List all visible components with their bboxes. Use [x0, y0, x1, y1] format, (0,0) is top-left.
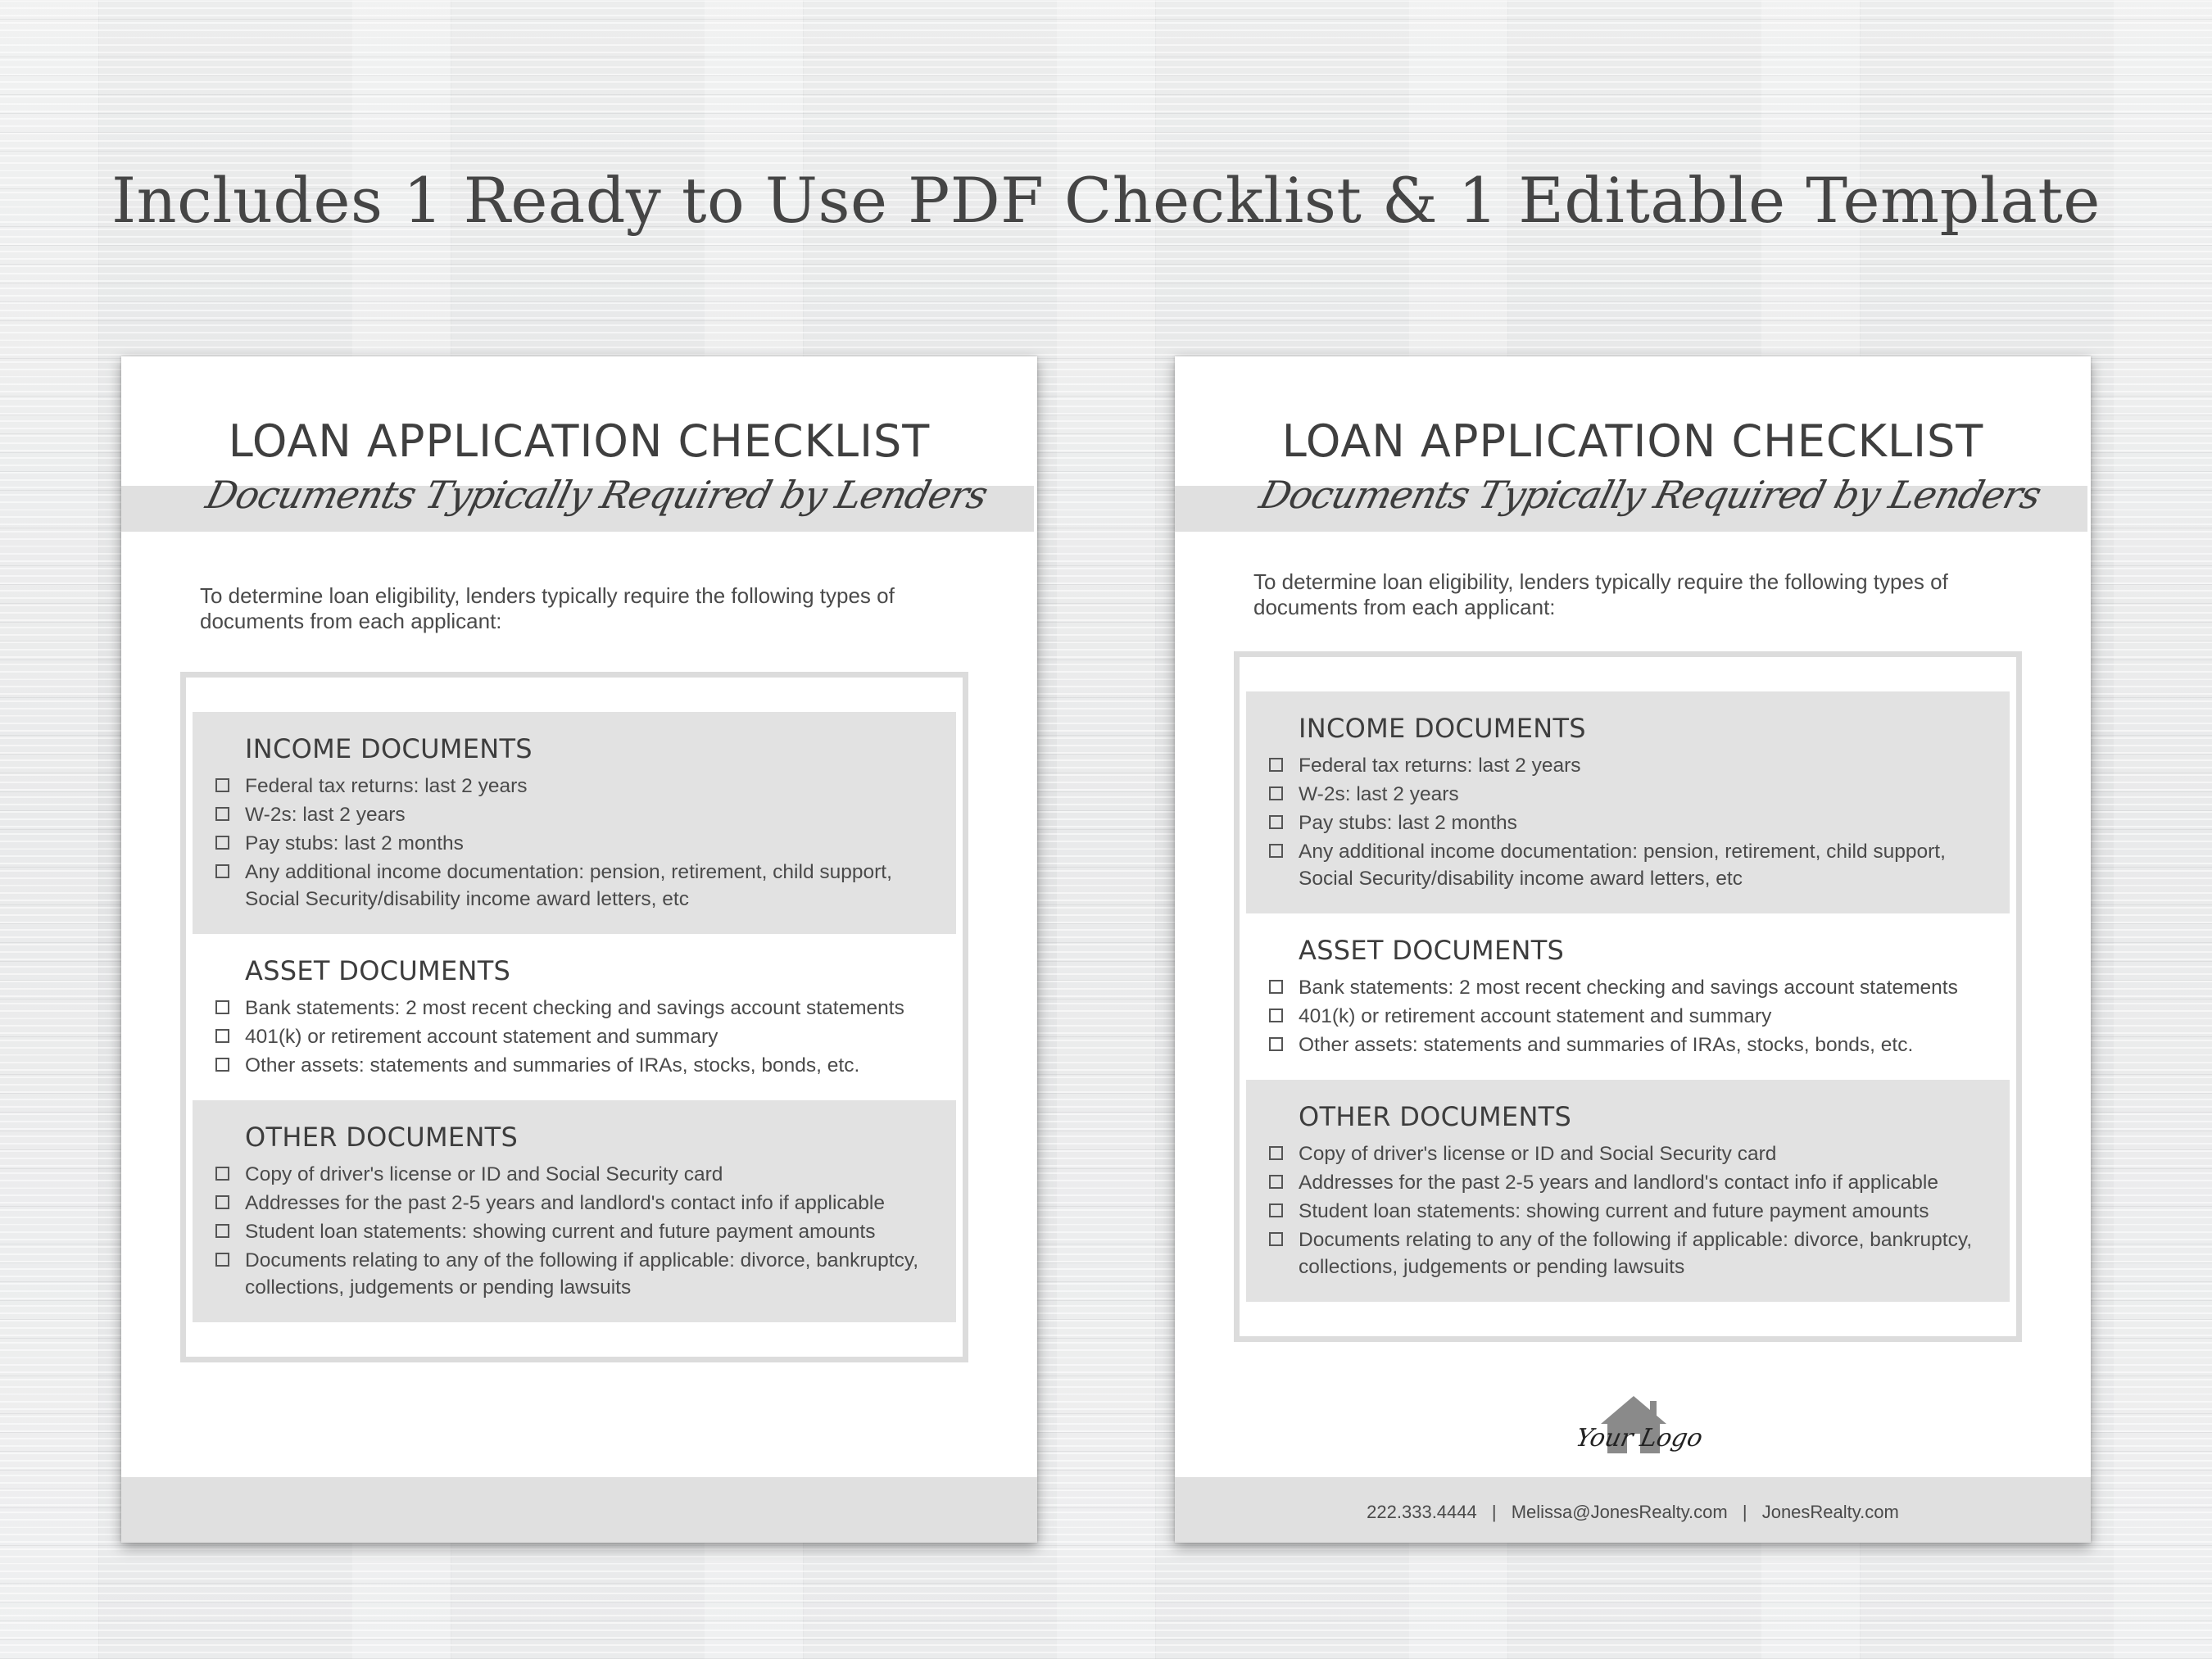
- section-title: INCOME DOCUMENTS: [245, 733, 533, 764]
- list-item: Pay stubs: last 2 months: [204, 830, 940, 857]
- doc-subtitle: Documents Typically Required by Lenders: [202, 473, 992, 517]
- checkbox[interactable]: [215, 1167, 229, 1181]
- checkbox[interactable]: [215, 1000, 229, 1014]
- phone: 222.333.4444: [1367, 1502, 1477, 1522]
- intro-text: To determine loan eligibility, lenders typically require the following types of documents from each applicant:: [1253, 569, 1948, 619]
- checkbox[interactable]: [215, 807, 229, 821]
- list-item: Any additional income documentation: pension, retirement, child support, Social Security/disability income award letters, etc: [1258, 838, 1993, 892]
- checkbox[interactable]: [1269, 1203, 1283, 1217]
- list-item: Pay stubs: last 2 months: [1258, 809, 1993, 836]
- section-title: ASSET DOCUMENTS: [1299, 935, 1565, 966]
- checkbox[interactable]: [1269, 786, 1283, 800]
- checkbox[interactable]: [1269, 1175, 1283, 1189]
- checkbox[interactable]: [1269, 815, 1283, 829]
- list-item: W-2s: last 2 years: [1258, 781, 1993, 808]
- checklist-box: [1234, 651, 2022, 1342]
- list-item: 401(k) or retirement account statement and summary: [1258, 1003, 1993, 1030]
- section-income: [193, 712, 956, 934]
- checkbox[interactable]: [215, 1195, 229, 1209]
- section-other: [1246, 1080, 2010, 1302]
- list-item: Other assets: statements and summaries of IRAs, stocks, bonds, etc.: [1258, 1031, 1993, 1058]
- checkbox[interactable]: [1269, 1037, 1283, 1051]
- section-title: ASSET DOCUMENTS: [245, 955, 511, 986]
- email: Melissa@JonesRealty.com: [1511, 1502, 1728, 1522]
- checkbox[interactable]: [1269, 844, 1283, 858]
- section-asset: [193, 934, 956, 1100]
- checkbox[interactable]: [1269, 1146, 1283, 1160]
- checkbox[interactable]: [215, 1058, 229, 1072]
- list-item: W-2s: last 2 years: [204, 801, 940, 828]
- section-asset: [1246, 913, 2010, 1080]
- list-item: Documents relating to any of the following if applicable: divorce, bankruptcy, collections, judgements or pending lawsuits: [1258, 1226, 1993, 1281]
- checkbox[interactable]: [215, 778, 229, 792]
- checkbox[interactable]: [215, 836, 229, 850]
- checkbox[interactable]: [1269, 980, 1283, 994]
- section-title: INCOME DOCUMENTS: [1299, 713, 1586, 744]
- list-item: Federal tax returns: last 2 years: [1258, 752, 1993, 779]
- doc-subtitle: Documents Typically Required by Lenders: [1255, 473, 2046, 517]
- separator: |: [1491, 1502, 1497, 1522]
- list-item: Student loan statements: showing current and future payment amounts: [204, 1218, 940, 1245]
- section-income: [1246, 691, 2010, 913]
- editable-template-page: [1175, 356, 2091, 1543]
- checkbox[interactable]: [1269, 758, 1283, 772]
- checkbox[interactable]: [215, 1029, 229, 1043]
- list-item: Copy of driver's license or ID and Social Security card: [1258, 1140, 1993, 1167]
- list-item: Federal tax returns: last 2 years: [204, 773, 940, 800]
- list-item: Other assets: statements and summaries of IRAs, stocks, bonds, etc.: [204, 1052, 940, 1079]
- list-item: Copy of driver's license or ID and Social Security card: [204, 1161, 940, 1188]
- list-item: 401(k) or retirement account statement and summary: [204, 1023, 940, 1050]
- checkbox[interactable]: [215, 864, 229, 878]
- checkbox[interactable]: [1269, 1232, 1283, 1246]
- logo-text: Your Logo: [1573, 1424, 1706, 1453]
- checkbox[interactable]: [1269, 1009, 1283, 1022]
- website: JonesRealty.com: [1761, 1502, 1899, 1522]
- list-item: Any additional income documentation: pension, retirement, child support, Social Security/disability income award letters, etc: [204, 859, 940, 913]
- list-item: Bank statements: 2 most recent checking and savings account statements: [204, 995, 940, 1022]
- section-title: OTHER DOCUMENTS: [245, 1122, 519, 1153]
- headline: Includes 1 Ready to Use PDF Checklist & 1 Editable Template: [111, 164, 2101, 237]
- footer-band: [121, 1477, 1037, 1543]
- list-item: Addresses for the past 2-5 years and landlord's contact info if applicable: [1258, 1169, 1993, 1196]
- list-item: Addresses for the past 2-5 years and landlord's contact info if applicable: [204, 1190, 940, 1217]
- pdf-checklist-page: [121, 356, 1037, 1543]
- contact-line: [1175, 1502, 2091, 1523]
- checkbox[interactable]: [215, 1253, 229, 1267]
- checklist-box: [180, 672, 968, 1362]
- intro-text: To determine loan eligibility, lenders typically require the following types of documents from each applicant:: [200, 583, 895, 633]
- section-title: OTHER DOCUMENTS: [1299, 1101, 1572, 1132]
- separator: |: [1742, 1502, 1747, 1522]
- doc-title: LOAN APPLICATION CHECKLIST: [1281, 415, 1984, 467]
- list-item: Documents relating to any of the following if applicable: divorce, bankruptcy, collections, judgements or pending lawsuits: [204, 1247, 940, 1301]
- logo-placeholder: [1573, 1393, 1706, 1466]
- footer-band: [1175, 1477, 2091, 1543]
- list-item: Bank statements: 2 most recent checking and savings account statements: [1258, 974, 1993, 1001]
- section-other: [193, 1100, 956, 1322]
- list-item: Student loan statements: showing current and future payment amounts: [1258, 1198, 1993, 1225]
- doc-title: LOAN APPLICATION CHECKLIST: [228, 415, 931, 467]
- checkbox[interactable]: [215, 1224, 229, 1238]
